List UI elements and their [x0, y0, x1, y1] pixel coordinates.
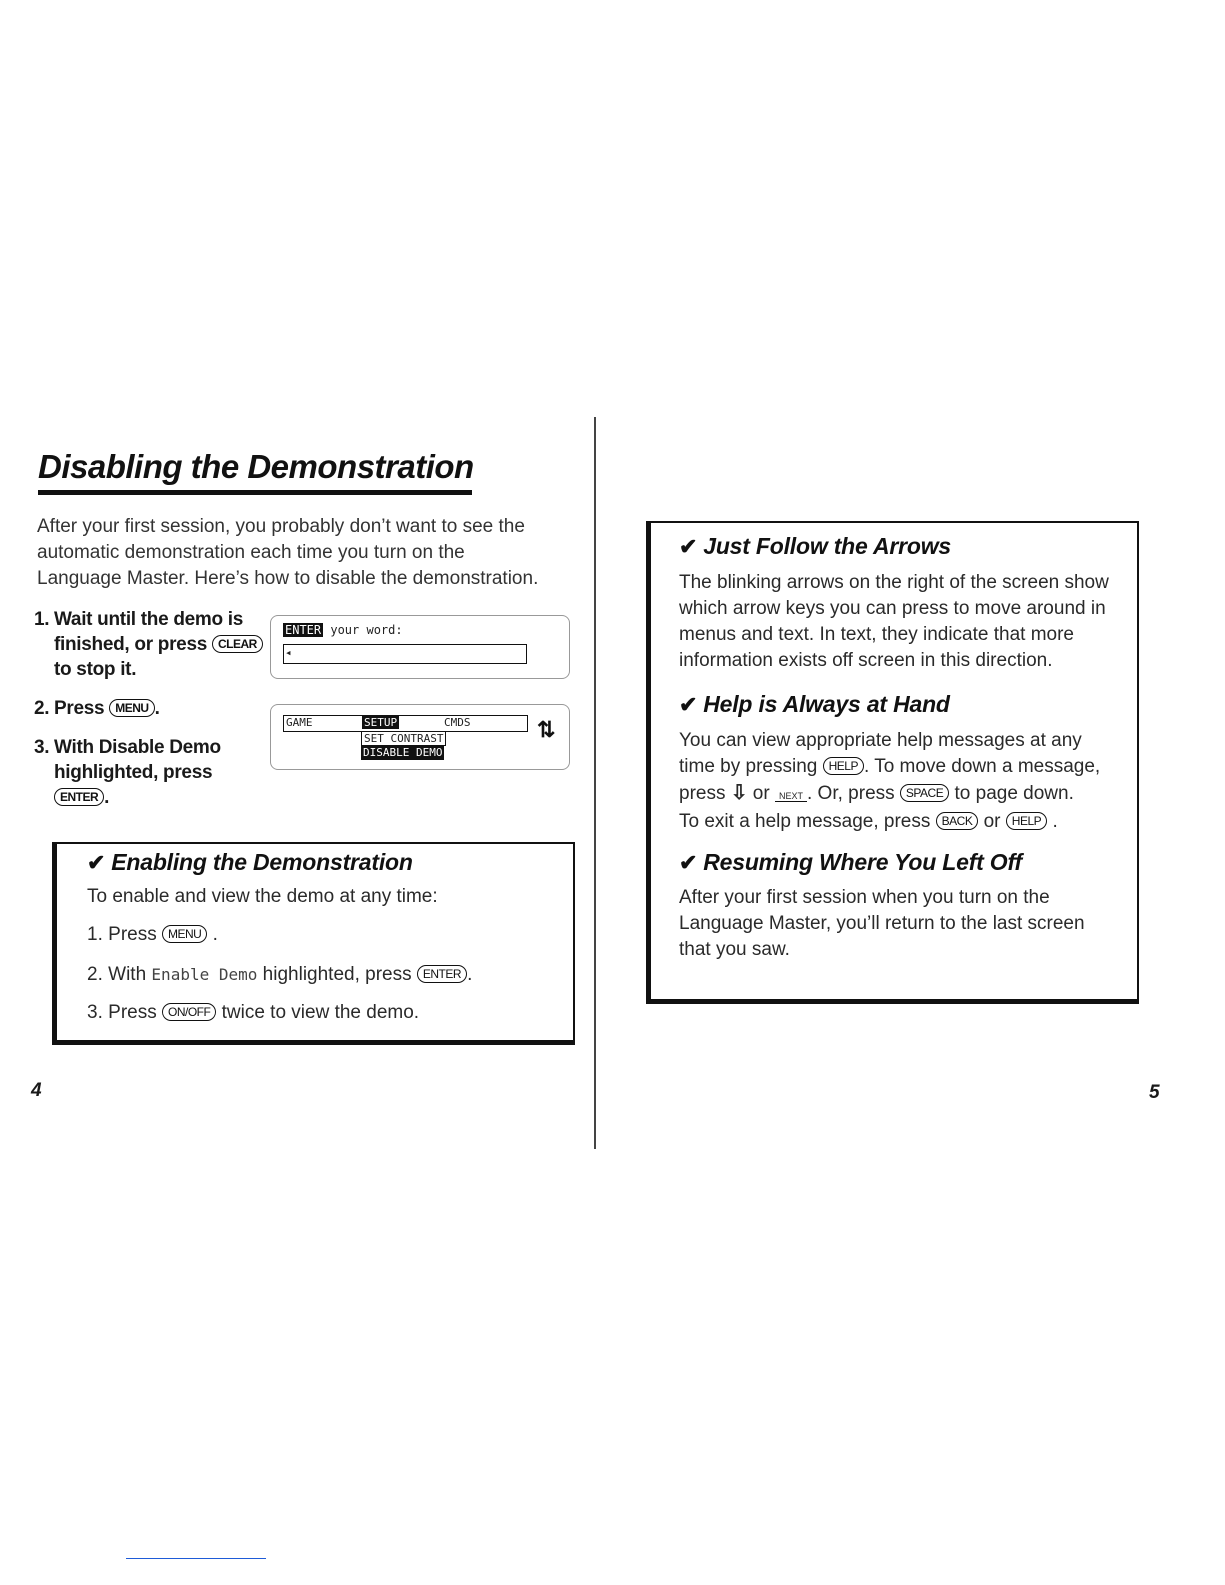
help-line: [679, 809, 1149, 835]
help-line: [679, 780, 1149, 809]
help-text: . Or, press: [807, 783, 895, 804]
screen-input-box: [283, 644, 527, 664]
intro-paragraph: [37, 514, 577, 592]
help-text: .: [1052, 811, 1058, 832]
step-1: [34, 607, 269, 682]
enter-key: ENTER: [54, 788, 104, 806]
back-key: BACK: [936, 812, 979, 830]
step-number: 2.: [87, 964, 103, 985]
menu-game: GAME: [286, 716, 313, 729]
menu-item-set-contrast: SET CONTRAST: [361, 732, 446, 746]
step-text: Press: [108, 1002, 157, 1023]
resume-line: Language Master, you’ll return to the last screen: [679, 913, 1085, 934]
enter-badge: ENTER: [285, 623, 322, 637]
step-2: [34, 696, 264, 721]
resume-line: that you saw.: [679, 939, 790, 960]
help-line: [679, 754, 1149, 780]
next-key: NEXT: [775, 791, 807, 802]
help-text: press: [679, 783, 726, 804]
step-text: With Disable Demo highlighted, press: [54, 737, 221, 783]
help-key: HELP: [1006, 812, 1047, 830]
intro-line: Language Master. Here’s how to disable the demonstration.: [37, 568, 539, 589]
step-text-end: .: [104, 787, 110, 808]
screen-prompt: your word:: [330, 623, 403, 637]
step-text-end: .: [467, 964, 473, 985]
help-text: to page down.: [954, 783, 1074, 804]
cursor-icon: ◂: [285, 646, 292, 659]
step-text-end: twice to view the demo.: [221, 1002, 420, 1023]
enabling-demo-box: [52, 842, 575, 1045]
footer-rule: [126, 1558, 266, 1559]
page-divider: [594, 417, 596, 1149]
step-text: Wait until the demo is finished, or press: [54, 609, 244, 655]
help-paragraph: [679, 728, 1149, 835]
arrows-title: Just Follow the Arrows: [703, 533, 952, 559]
menu-key: MENU: [109, 699, 154, 717]
menu-cmds: CMDS: [444, 716, 471, 729]
enabling-step-1: [87, 922, 218, 948]
enable-demo-label: Enable Demo: [151, 965, 258, 984]
checkmark-icon: ✔: [679, 850, 698, 875]
arrows-line: information exists off screen in this direction.: [679, 650, 1053, 671]
help-text: or: [752, 783, 770, 804]
step-text: Press: [54, 698, 110, 719]
on-off-key: ON/OFF: [162, 1003, 216, 1021]
page-number-right: 5: [1149, 1082, 1160, 1103]
step-text-end: .: [154, 698, 160, 719]
help-text: or: [983, 811, 1001, 832]
enter-key: ENTER: [417, 965, 467, 983]
step-number: 2.: [34, 698, 50, 719]
checkmark-icon: ✔: [87, 850, 106, 875]
step-number: 3.: [87, 1002, 103, 1023]
menu-item-disable-demo: DISABLE DEMO: [363, 746, 443, 759]
page-title: Disabling the Demonstration: [38, 448, 474, 485]
step-number: 3.: [34, 737, 50, 758]
intro-line: After your first session, you probably don’t want to see the: [37, 516, 525, 537]
arrows-line: The blinking arrows on the right of the screen show: [679, 572, 1109, 593]
arrows-line: which arrow keys you can press to move around in: [679, 598, 1106, 619]
arrows-paragraph: [679, 570, 1139, 674]
intro-line: automatic demonstration each time you turn on the: [37, 542, 465, 563]
checkmark-icon: ✔: [679, 534, 698, 559]
menu-setup: SETUP: [364, 716, 398, 729]
clear-key: CLEAR: [212, 635, 263, 653]
space-key: SPACE: [900, 784, 949, 802]
step-number: 1.: [34, 609, 50, 630]
device-screen-1: [270, 615, 570, 679]
page-number-left: 4: [31, 1080, 42, 1101]
arrows-line: menus and text. In text, they indicate that more: [679, 624, 1074, 645]
resume-paragraph: [679, 885, 1139, 963]
down-arrow-icon: ⇩: [730, 782, 748, 804]
menu-key: MENU: [162, 925, 207, 943]
help-heading: [679, 691, 950, 718]
step-text: Press: [108, 924, 157, 945]
device-screen-2: [270, 704, 570, 770]
help-key: HELP: [823, 757, 864, 775]
enabling-title: Enabling the Demonstration: [111, 849, 413, 875]
enabling-heading: [87, 849, 413, 876]
help-text: . To move down a message,: [863, 756, 1101, 777]
screen-prompt-row: [283, 623, 403, 637]
resume-line: After your first session when you turn on the: [679, 887, 1050, 908]
resume-title: Resuming Where You Left Off: [703, 849, 1022, 875]
help-title: Help is Always at Hand: [703, 691, 950, 717]
step-text-end: to stop it.: [54, 659, 137, 680]
screen-menu-bar: [283, 715, 528, 732]
step-3: [34, 735, 254, 810]
step-text: With: [108, 964, 147, 985]
enabling-intro: To enable and view the demo at any time:: [87, 886, 438, 907]
enabling-step-3: [87, 1000, 419, 1026]
arrows-heading: [679, 533, 951, 560]
title-underline: [38, 490, 472, 495]
tips-box: [646, 521, 1139, 1004]
blink-arrows-icon: ⇅: [537, 717, 556, 742]
step-text: highlighted, press: [262, 964, 412, 985]
steps-list: [34, 607, 264, 810]
enabling-step-2: [87, 962, 472, 988]
checkmark-icon: ✔: [679, 692, 698, 717]
resume-heading: [679, 849, 1022, 876]
help-text: To exit a help message, press: [679, 811, 931, 832]
help-text: time by pressing: [679, 756, 818, 777]
step-number: 1.: [87, 924, 103, 945]
help-line: You can view appropriate help messages at any: [679, 730, 1082, 751]
step-text-end: .: [212, 924, 218, 945]
